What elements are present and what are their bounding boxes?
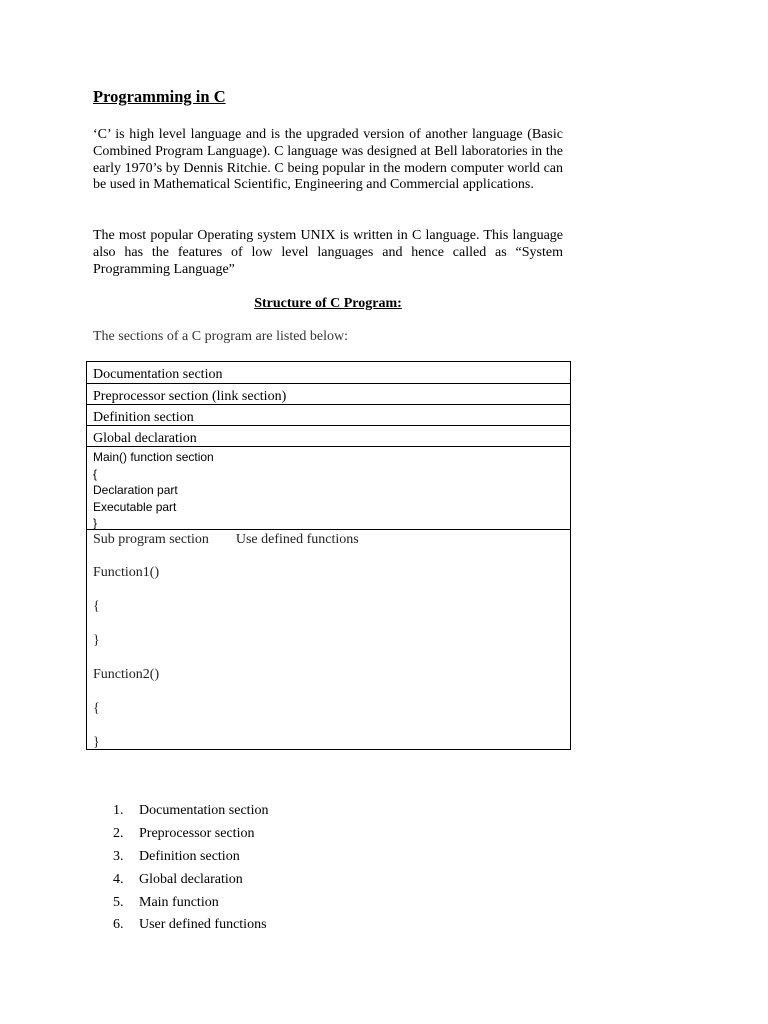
main-line: { xyxy=(93,466,98,481)
row-definition: Definition section xyxy=(93,410,194,425)
list-item xyxy=(113,848,268,871)
subprogram-line: { xyxy=(93,701,100,716)
list-item xyxy=(113,871,268,894)
list-number: 1. xyxy=(113,803,124,818)
subprogram-header xyxy=(93,532,359,548)
list-text: Global declaration xyxy=(139,871,243,887)
subprogram-line: } xyxy=(93,735,100,750)
list-number: 5. xyxy=(113,894,124,910)
unix-paragraph: The most popular Operating system UNIX is written in C language. This language also has the features of low level languages and hence called as “System Programming Language” xyxy=(93,228,563,277)
intro-paragraph: ‘C’ is high level language and is the upgraded version of another language (Basic Combined Program Language). C language was designed at Bell laboratories in the early 1970’s by Dennis Ritchie. C being popular in the modern computer world can be used in Mathematical Scientific, Engineering and Commercial applications. xyxy=(93,127,563,193)
list-text: Documentation section xyxy=(139,803,269,818)
list-number: 4. xyxy=(113,871,124,887)
list-item xyxy=(113,825,268,848)
subprogram-line: { xyxy=(93,599,100,614)
list-item xyxy=(113,894,268,917)
structure-heading: Structure of C Program: xyxy=(254,296,402,311)
list-number: 6. xyxy=(113,917,124,933)
main-line: Declaration part xyxy=(93,483,178,497)
table-row-main xyxy=(87,447,570,530)
list-number: 3. xyxy=(113,848,124,864)
page-title: Programming in C xyxy=(93,87,226,106)
subprogram-line: } xyxy=(93,633,100,648)
list-number: 2. xyxy=(113,825,124,841)
subprogram-note: Use defined functions xyxy=(235,532,359,547)
list-item xyxy=(113,916,268,939)
list-text: Main function xyxy=(139,894,219,910)
list-text: Preprocessor section xyxy=(139,825,255,841)
table-row xyxy=(87,405,570,426)
main-line: } xyxy=(93,516,98,530)
row-global-declaration: Global declaration xyxy=(93,431,197,446)
table-row-subprogram xyxy=(87,530,570,749)
subprogram-label: Sub program section xyxy=(93,532,209,547)
table-row xyxy=(87,384,570,405)
list-item xyxy=(113,802,268,825)
subprogram-line: Function1() xyxy=(93,565,160,580)
table-row xyxy=(87,426,570,447)
sections-intro: The sections of a C program are listed below: xyxy=(93,329,349,344)
subprogram-line: Function2() xyxy=(93,667,160,682)
structure-table xyxy=(86,361,571,750)
sections-numbered-list xyxy=(113,802,268,939)
main-function-block xyxy=(93,449,214,532)
main-line: Main() function section xyxy=(93,450,214,464)
row-preprocessor: Preprocessor section (link section) xyxy=(93,389,287,404)
row-documentation: Documentation section xyxy=(93,367,223,382)
list-text: Definition section xyxy=(139,848,240,864)
main-line: Executable part xyxy=(93,499,177,514)
list-text: User defined functions xyxy=(139,917,267,933)
table-row xyxy=(87,362,570,384)
